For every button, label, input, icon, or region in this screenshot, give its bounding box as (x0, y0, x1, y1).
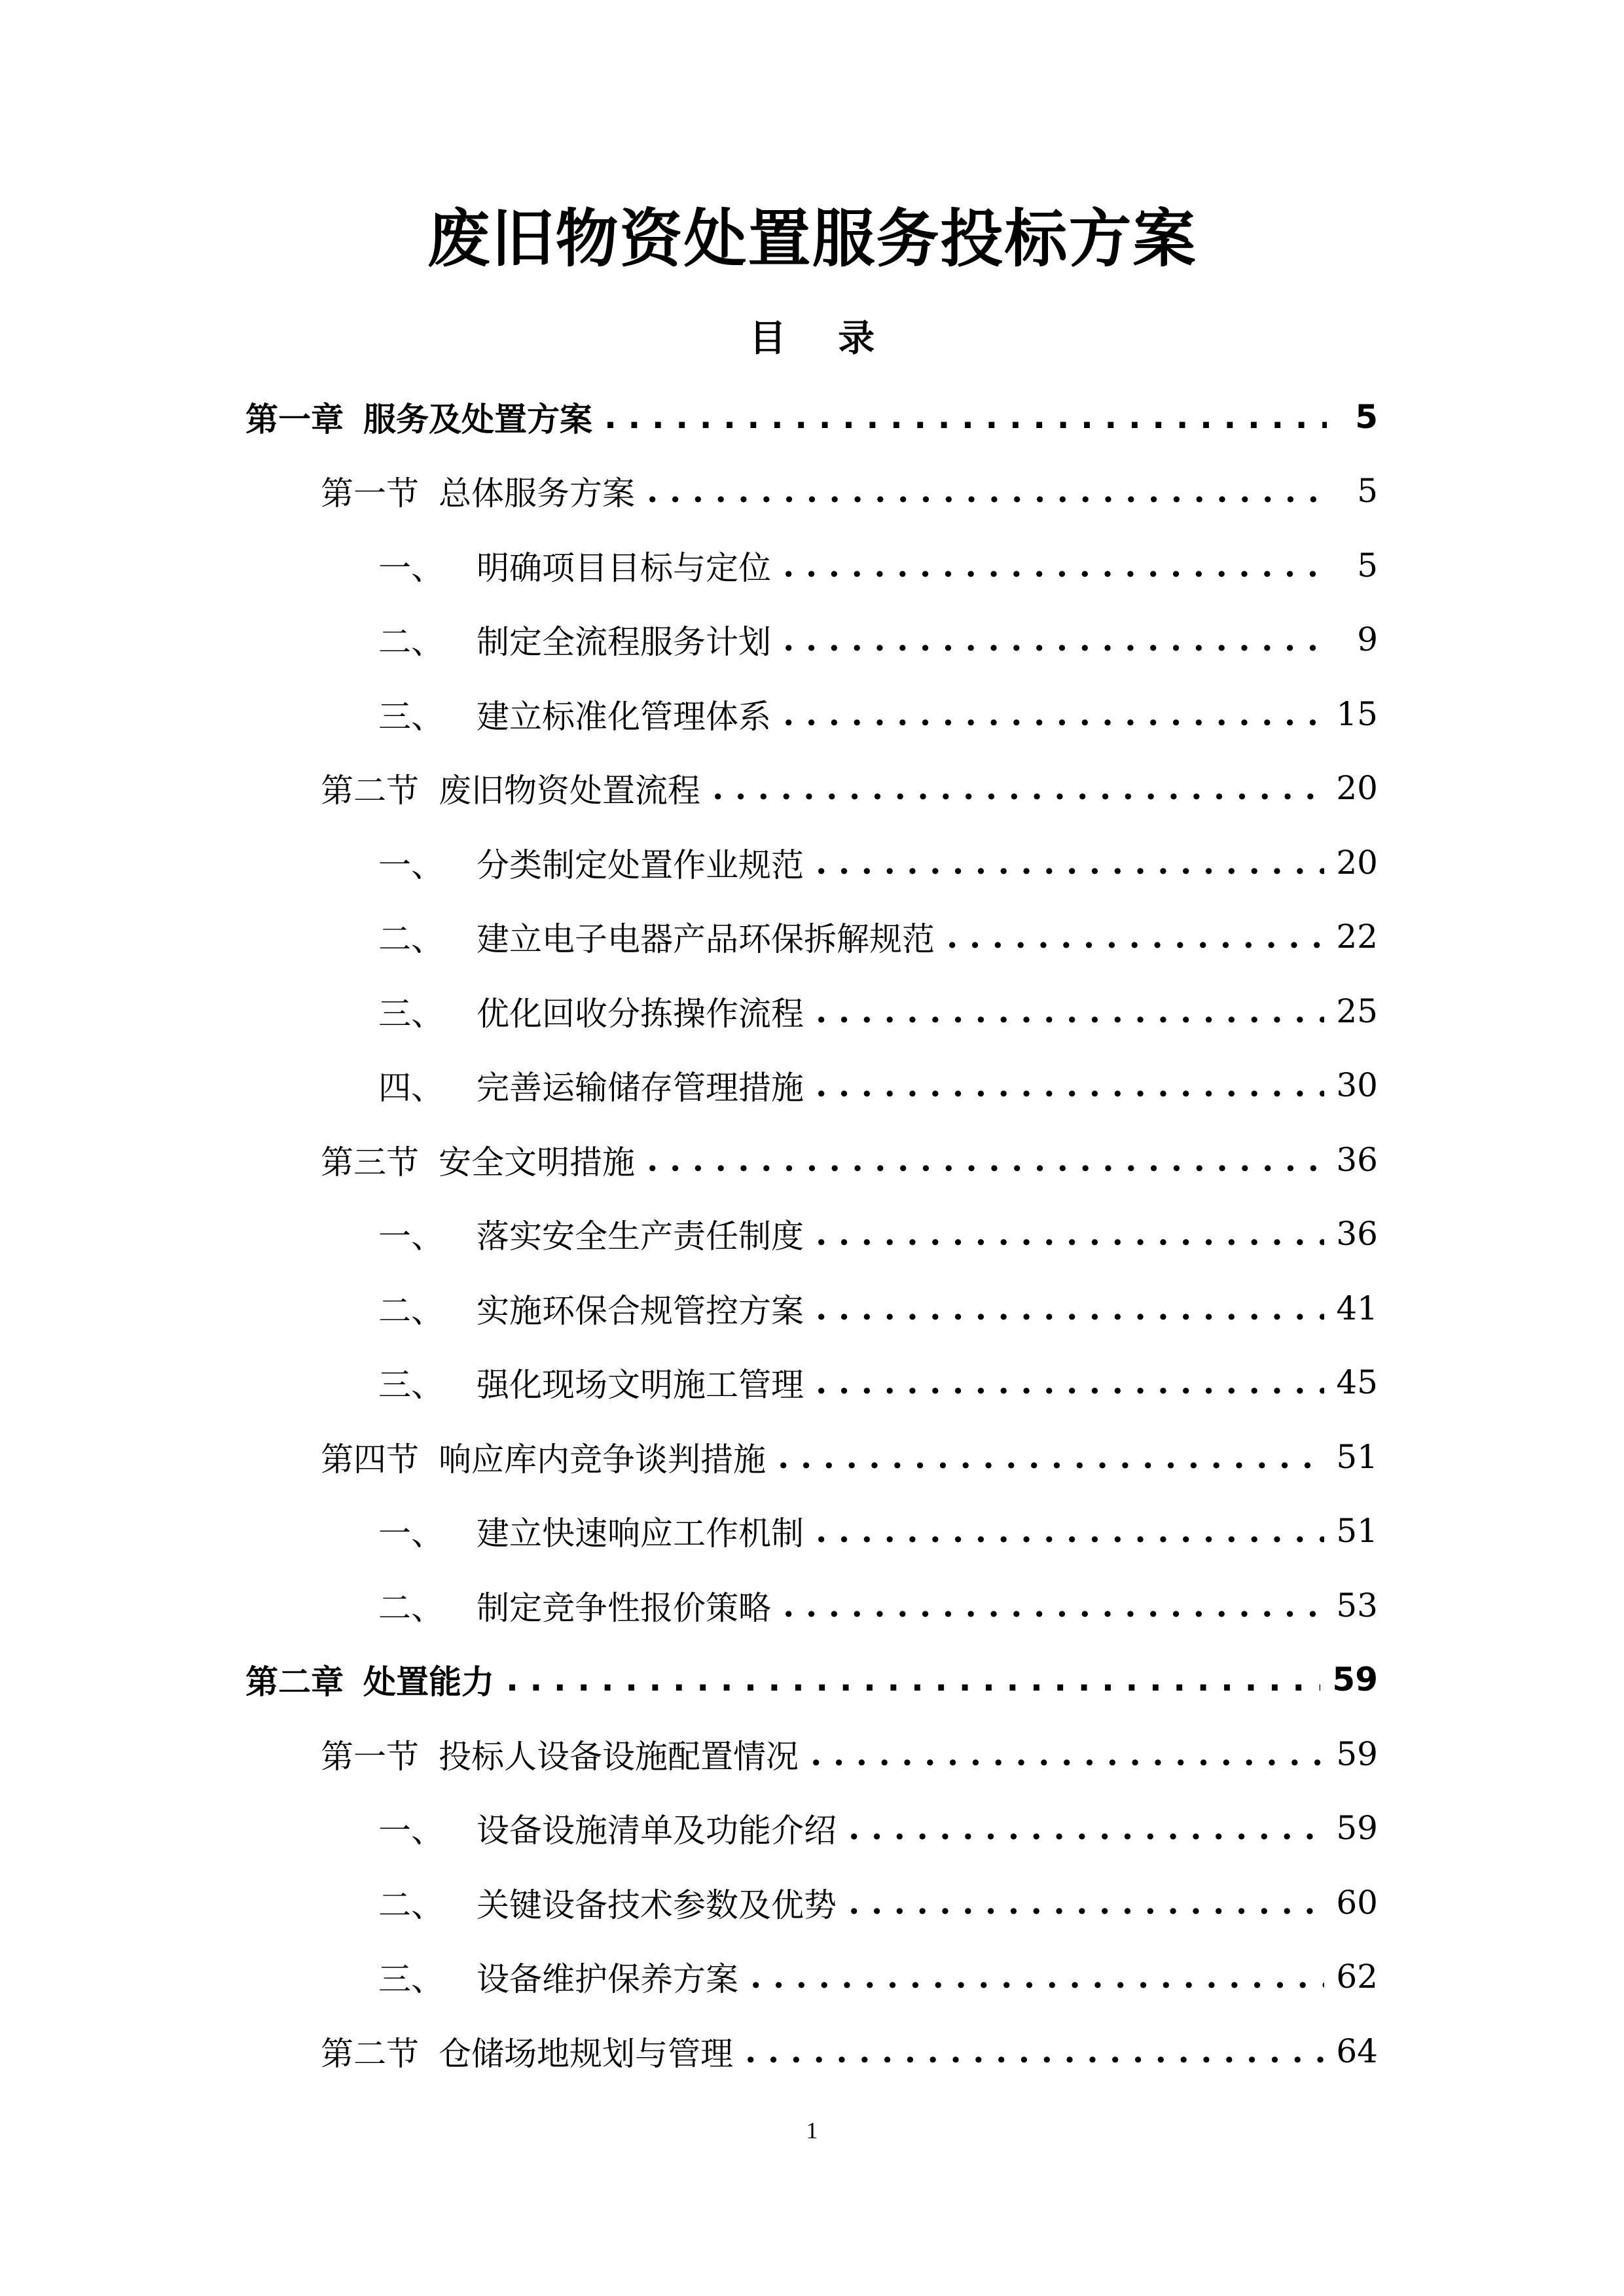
toc-entry[interactable] (0, 677, 1378, 751)
toc-entry-page: 15 (1336, 694, 1378, 733)
toc-entry[interactable] (0, 825, 1378, 900)
toc-entry[interactable] (0, 1717, 1378, 1791)
toc-dot-leader (647, 471, 1327, 511)
toc-entry[interactable] (0, 528, 1378, 603)
toc-dot-leader (848, 1808, 1324, 1848)
toc-entry[interactable] (0, 1271, 1378, 1346)
toc-entry-label: 优化回收分拣操作流程 (477, 994, 804, 1033)
toc-entry-page: 53 (1336, 1586, 1378, 1624)
toc-entry-page: 25 (1336, 992, 1378, 1030)
toc-heading: 目 录 (749, 317, 895, 360)
toc-entry-number: 四、 (378, 1069, 444, 1107)
toc-entry-page: 62 (1336, 1958, 1378, 1996)
toc-entry-page: 22 (1336, 918, 1378, 956)
toc-dot-leader (604, 397, 1327, 437)
toc-dot-leader (816, 1066, 1324, 1105)
toc-entry-label: 关键设备技术参数及优势 (477, 1886, 837, 1924)
toc-entry-label: 落实安全生产责任制度 (477, 1217, 804, 1256)
toc-entry-page: 20 (1336, 843, 1378, 882)
toc-dot-leader (816, 1214, 1324, 1253)
toc-entry-label: 安全文明措施 (439, 1143, 635, 1181)
toc-entry-page: 64 (1336, 2032, 1378, 2070)
toc-dot-leader (810, 1734, 1324, 1774)
toc-dot-leader (816, 1289, 1324, 1328)
toc-entry-label: 建立电子电器产品环保拆解规范 (477, 920, 935, 959)
toc-dot-leader (816, 843, 1324, 882)
toc-entry-label: 制定全流程服务计划 (477, 623, 771, 662)
toc-dot-leader (783, 620, 1327, 659)
toc-entry[interactable] (0, 1346, 1378, 1420)
toc-entry[interactable] (0, 974, 1378, 1049)
toc-entry-page: 59 (1332, 1660, 1378, 1699)
toc-entry-number: 一、 (378, 548, 444, 587)
toc-entry-page: 36 (1336, 1140, 1378, 1179)
toc-entry-number: 第一章 (245, 400, 344, 439)
toc-entry-number: 一、 (378, 1812, 444, 1850)
toc-entry-label: 废旧物资处置流程 (439, 772, 700, 810)
toc-dot-leader (848, 1883, 1324, 1922)
toc-entry[interactable] (0, 380, 1378, 454)
toc-dot-leader (778, 1437, 1324, 1477)
toc-entry-label: 设备维护保养方案 (477, 1960, 738, 1999)
toc-entry-page: 5 (1357, 472, 1378, 511)
toc-dot-leader (816, 992, 1324, 1031)
toc-entry-page: 36 (1336, 1215, 1378, 1253)
toc-entry-number: 一、 (378, 1515, 444, 1553)
toc-dot-leader (816, 1511, 1324, 1551)
toc-dot-leader (783, 1586, 1324, 1625)
toc-dot-leader (506, 1660, 1320, 1699)
toc-entry-page: 30 (1336, 1066, 1378, 1105)
toc-entry-page: 5 (1357, 546, 1378, 584)
toc-entry-number: 第四节 (321, 1440, 419, 1479)
toc-entry-label: 建立标准化管理体系 (477, 697, 771, 736)
toc-entry-page: 51 (1336, 1512, 1378, 1551)
toc-dot-leader (947, 917, 1324, 956)
toc-entry-number: 三、 (378, 994, 444, 1033)
toc-entry-number: 二、 (378, 1588, 444, 1627)
toc-entry-number: 三、 (378, 697, 444, 736)
toc-entry-label: 完善运输储存管理措施 (477, 1069, 804, 1107)
toc-dot-leader (816, 1363, 1324, 1402)
toc-entry[interactable] (0, 1568, 1378, 1643)
toc-entry-label: 处置能力 (363, 1663, 494, 1702)
toc-entry-number: 二、 (378, 1886, 444, 1924)
toc-entry[interactable] (0, 1940, 1378, 2015)
toc-entry-number: 第一节 (321, 475, 419, 513)
toc-entry-number: 一、 (378, 846, 444, 884)
document-title: 废旧物资处置服务投标方案 (427, 202, 1197, 276)
toc-entry-page: 9 (1357, 620, 1378, 659)
toc-entry-label: 服务及处置方案 (363, 400, 592, 439)
toc-entry-page: 59 (1336, 1734, 1378, 1773)
toc-entry[interactable] (0, 1791, 1378, 1866)
toc-entry-page: 41 (1336, 1289, 1378, 1327)
toc-entry-number: 一、 (378, 1217, 444, 1256)
toc-dot-leader (783, 546, 1327, 585)
toc-entry-label: 响应库内竞争谈判措施 (439, 1440, 766, 1479)
toc-dot-leader (712, 768, 1324, 808)
toc-entry-label: 强化现场文明施工管理 (477, 1366, 804, 1405)
toc-entry-label: 总体服务方案 (439, 475, 635, 513)
toc-entry[interactable] (0, 1494, 1378, 1569)
toc-entry[interactable] (0, 1049, 1378, 1123)
toc-entry-number: 第二节 (321, 2034, 419, 2073)
toc-entry[interactable] (0, 603, 1378, 677)
toc-entry-number: 第二章 (245, 1663, 344, 1702)
table-of-contents (0, 380, 1624, 2089)
page-number: 1 (806, 2117, 818, 2144)
toc-entry-number: 第三节 (321, 1143, 419, 1181)
toc-entry[interactable] (0, 1420, 1378, 1494)
toc-entry-label: 设备设施清单及功能介绍 (477, 1812, 837, 1850)
toc-entry-number: 二、 (378, 623, 444, 662)
toc-entry[interactable] (0, 2014, 1378, 2089)
toc-entry-label: 制定竞争性报价策略 (477, 1588, 771, 1627)
toc-entry-number: 三、 (378, 1366, 444, 1405)
toc-entry-label: 实施环保合规管控方案 (477, 1291, 804, 1330)
toc-entry-page: 20 (1336, 769, 1378, 808)
toc-entry-number: 二、 (378, 1291, 444, 1330)
toc-entry-label: 分类制定处置作业规范 (477, 846, 804, 884)
toc-entry[interactable] (0, 1197, 1378, 1272)
toc-entry-label: 投标人设备设施配置情况 (439, 1737, 799, 1776)
toc-dot-leader (783, 694, 1324, 734)
toc-entry-label: 仓储场地规划与管理 (439, 2034, 733, 2073)
toc-entry[interactable] (0, 1122, 1378, 1197)
toc-entry[interactable] (0, 751, 1378, 826)
toc-entry-number: 第一节 (321, 1737, 419, 1776)
toc-entry-label: 明确项目目标与定位 (477, 548, 771, 587)
toc-entry-page: 45 (1336, 1363, 1378, 1402)
toc-entry[interactable] (0, 1643, 1378, 1717)
toc-entry[interactable] (0, 900, 1378, 975)
toc-entry-page: 5 (1355, 397, 1378, 436)
toc-entry[interactable] (0, 454, 1378, 529)
toc-entry-label: 建立快速响应工作机制 (477, 1515, 804, 1553)
toc-entry-number: 第二节 (321, 772, 419, 810)
toc-dot-leader (745, 2032, 1324, 2071)
toc-entry-page: 60 (1336, 1883, 1378, 1922)
toc-entry-number: 三、 (378, 1960, 444, 1999)
toc-entry-page: 59 (1336, 1809, 1378, 1848)
toc-entry-page: 51 (1336, 1437, 1378, 1476)
toc-entry-number: 二、 (378, 920, 444, 959)
toc-entry[interactable] (0, 1865, 1378, 1940)
toc-dot-leader (750, 1957, 1324, 1996)
toc-dot-leader (647, 1140, 1324, 1179)
